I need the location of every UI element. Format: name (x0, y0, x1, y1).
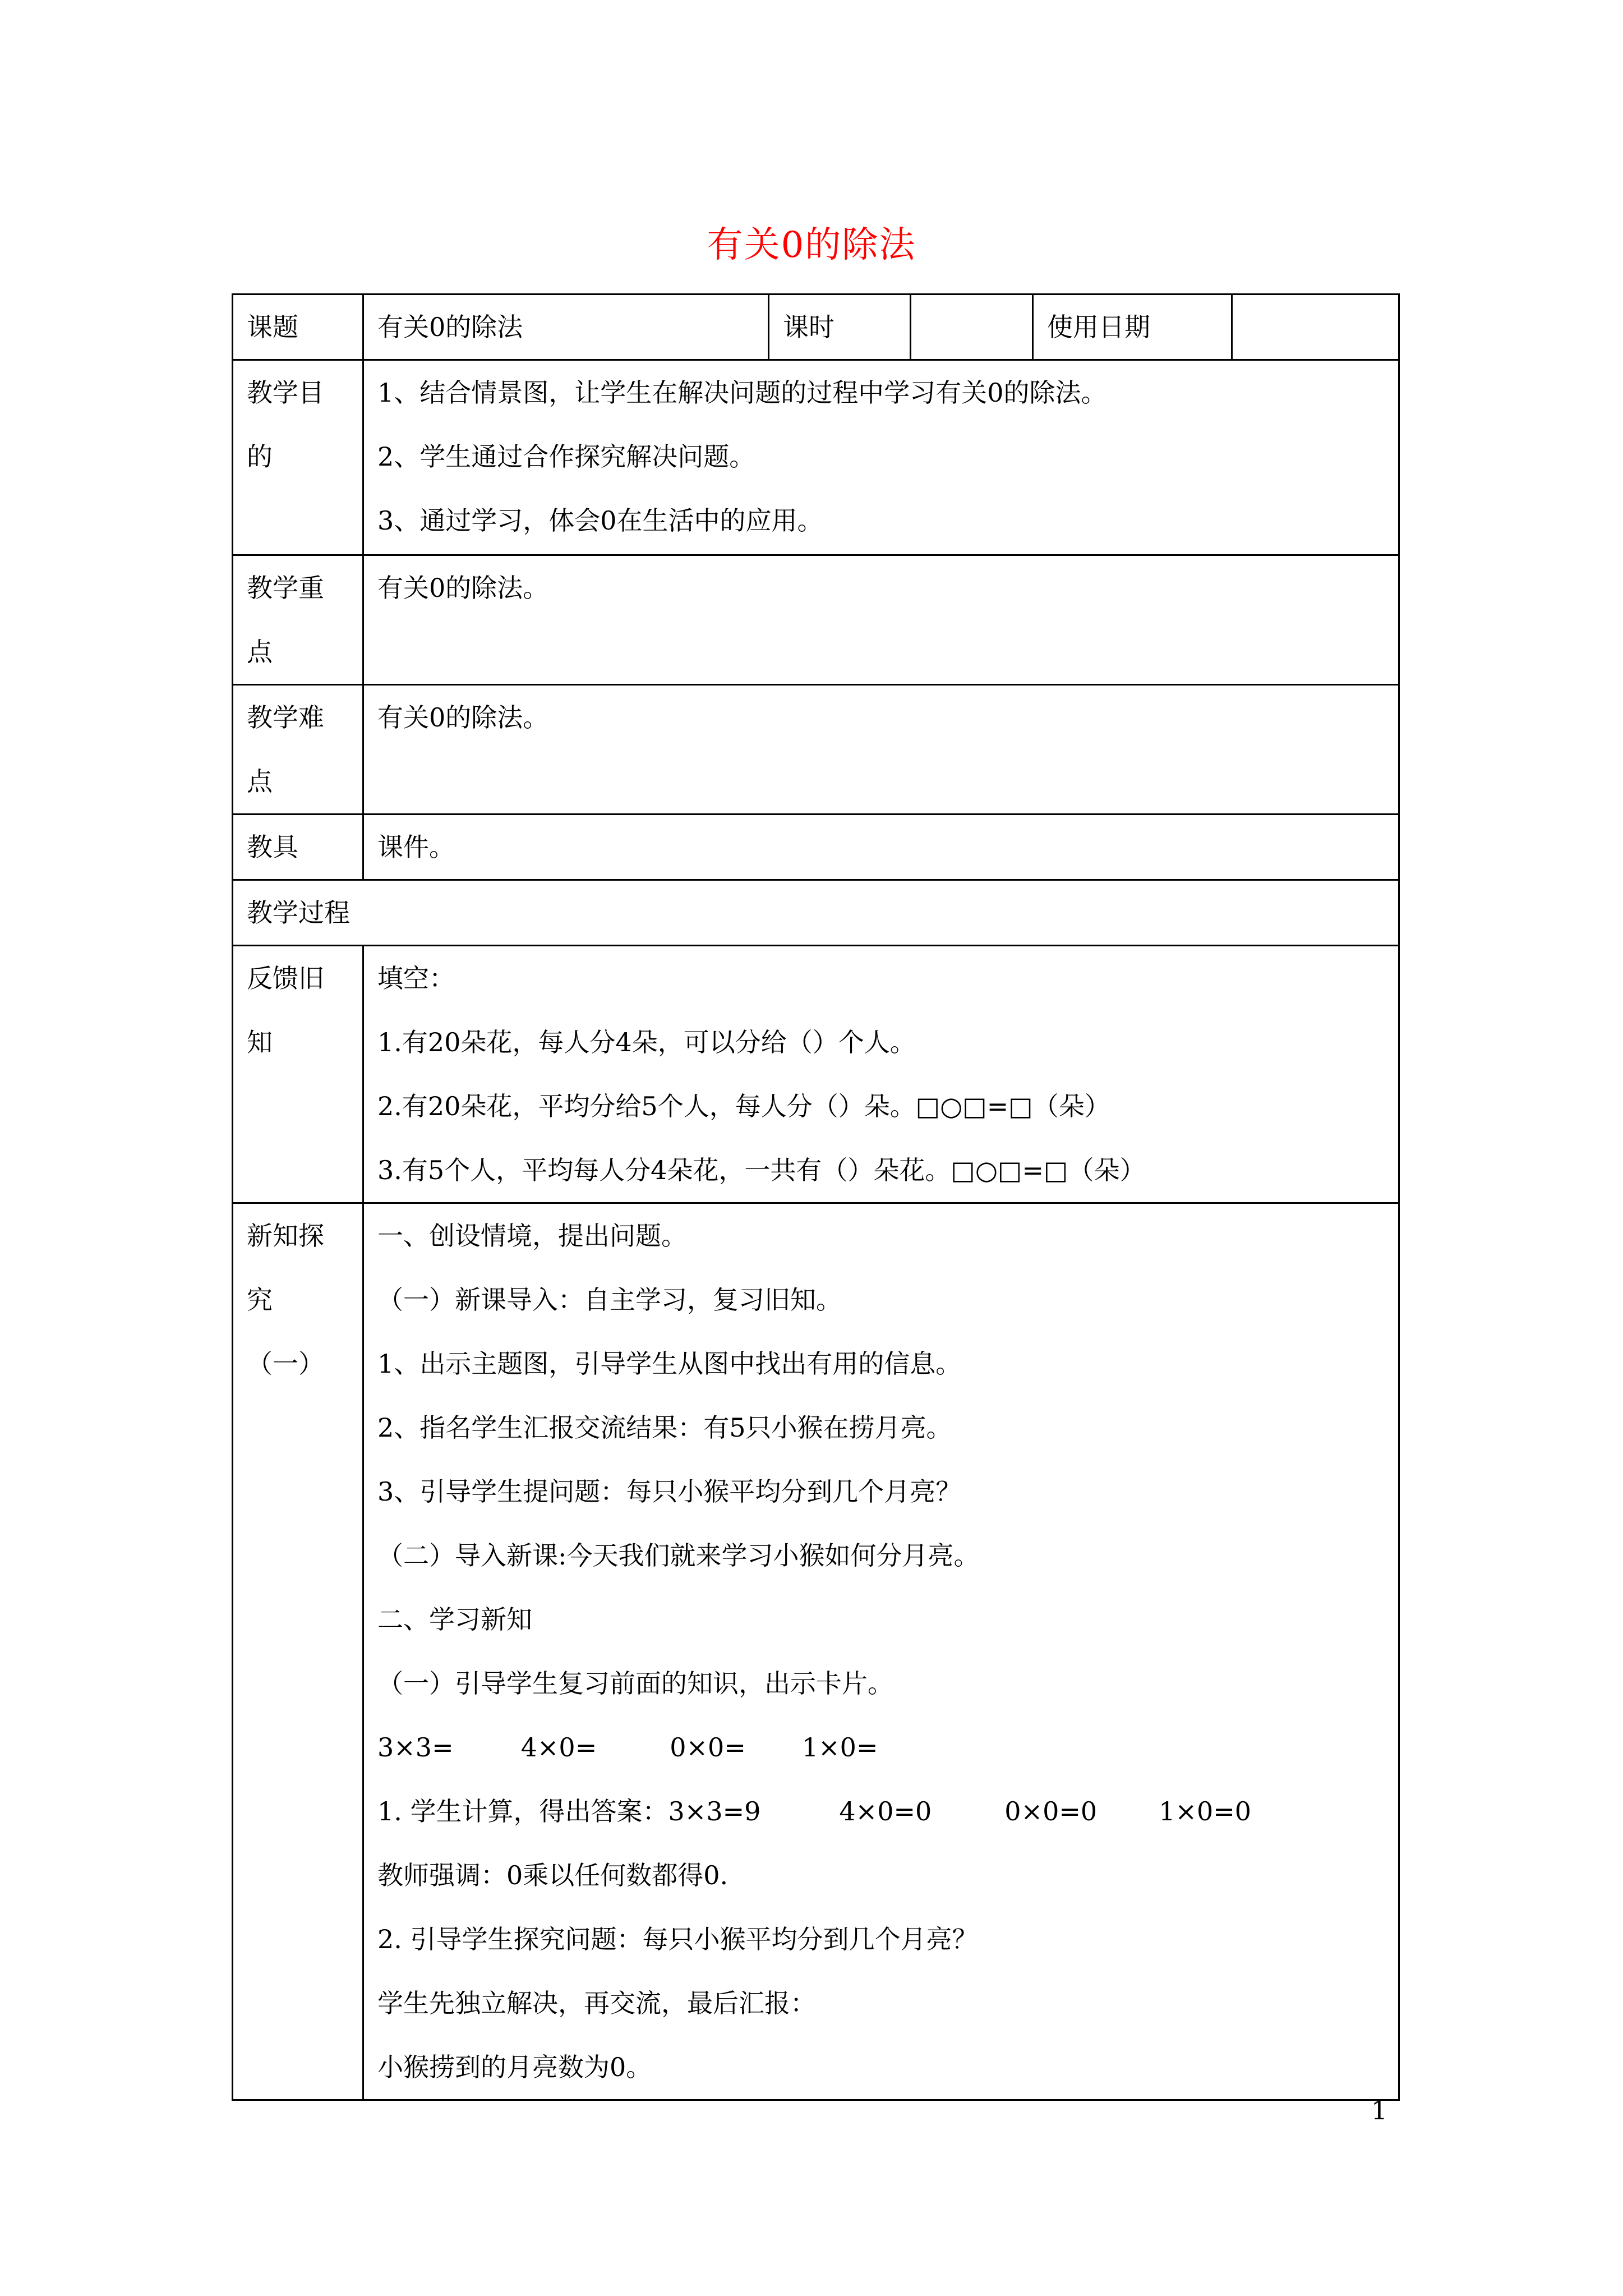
difficulties-content: 有关0的除法。 (363, 685, 1399, 815)
explore-line: （一）新课导入：自主学习，复习旧知。 (377, 1285, 842, 1315)
document-title: 有关0的除法 (707, 224, 916, 266)
card-expression: 0×0= (670, 1732, 746, 1763)
header-row (233, 295, 1399, 360)
process-row (233, 880, 1399, 946)
hours-value (911, 295, 1033, 360)
card-expression: 3×3= (377, 1732, 454, 1763)
explore-line: 二、学习新知 (377, 1604, 532, 1635)
objectives-content (363, 360, 1399, 555)
review-content (363, 946, 1399, 1203)
objective-line: 2、学生通过合作探究解决问题。 (377, 441, 755, 472)
review-line: 1.有20朵花，每人分4朵，可以分给（）个人。 (377, 1027, 916, 1057)
answers-line (377, 1779, 1385, 1843)
explore-row (233, 1203, 1399, 2100)
explore-line: 1、出示主题图，引导学生从图中找出有用的信息。 (377, 1349, 962, 1379)
date-value (1232, 295, 1399, 360)
review-line: 填空： (377, 963, 455, 993)
answer: 1×0=0 (1159, 1796, 1252, 1826)
tools-content: 课件。 (363, 815, 1399, 880)
explore-line: （二）导入新课:今天我们就来学习小猴如何分月亮。 (377, 1540, 980, 1571)
calc-prefix: 1. 学生计算，得出答案： (377, 1796, 668, 1826)
explore-line: 3、引导学生提问题：每只小猴平均分到几个月亮？ (377, 1476, 962, 1507)
objectives-label: 教学目 的 (233, 360, 363, 555)
card-expression: 4×0= (520, 1732, 597, 1763)
hours-label: 课时 (769, 295, 911, 360)
lesson-plan-table (232, 293, 1400, 2101)
answer: 4×0=0 (839, 1796, 932, 1826)
key-points-content: 有关0的除法。 (363, 555, 1399, 685)
explore-line: 教师强调：0乘以任何数都得0. (377, 1860, 728, 1890)
answer: 3×3=9 (668, 1796, 761, 1826)
card-expression: 1×0= (801, 1732, 878, 1763)
subject-value: 有关0的除法 (363, 295, 769, 360)
date-label: 使用日期 (1033, 295, 1232, 360)
review-row (233, 946, 1399, 1203)
process-label: 教学过程 (233, 880, 1399, 946)
answer: 0×0=0 (1004, 1796, 1098, 1826)
tools-label: 教具 (233, 815, 363, 880)
key-points-row (233, 555, 1399, 685)
key-points-label: 教学重 点 (233, 555, 363, 685)
review-line: 2.有20朵花，平均分给5个人，每人分（）朵。□○□=□（朵） (377, 1091, 1110, 1121)
objective-line: 1、结合情景图，让学生在解决问题的过程中学习有关0的除法。 (377, 378, 1107, 408)
cards-line (377, 1715, 1385, 1779)
objectives-row (233, 360, 1399, 555)
explore-line: 小猴捞到的月亮数为0。 (377, 2052, 652, 2082)
explore-label: 新知探 究 （一） (233, 1203, 363, 2100)
difficulties-label: 教学难 点 (233, 685, 363, 815)
explore-line: 学生先独立解决，再交流，最后汇报： (377, 1988, 816, 2018)
objective-line: 3、通过学习，体会0在生活中的应用。 (377, 505, 823, 536)
difficulties-row (233, 685, 1399, 815)
explore-line: 2. 引导学生探究问题：每只小猴平均分到几个月亮？ (377, 1924, 978, 1954)
review-line: 3.有5个人，平均每人分4朵花，一共有（）朵花。□○□=□（朵） (377, 1155, 1146, 1185)
explore-line: 2、指名学生汇报交流结果：有5只小猴在捞月亮。 (377, 1412, 952, 1443)
explore-line: 一、创设情境，提出问题。 (377, 1221, 687, 1251)
explore-content (363, 1203, 1399, 2100)
page-number: 1 (1371, 2095, 1387, 2125)
review-label: 反馈旧 知 (233, 946, 363, 1203)
tools-row (233, 815, 1399, 880)
explore-line: （一）引导学生复习前面的知识，出示卡片。 (377, 1668, 893, 1699)
subject-label: 课题 (233, 295, 363, 360)
